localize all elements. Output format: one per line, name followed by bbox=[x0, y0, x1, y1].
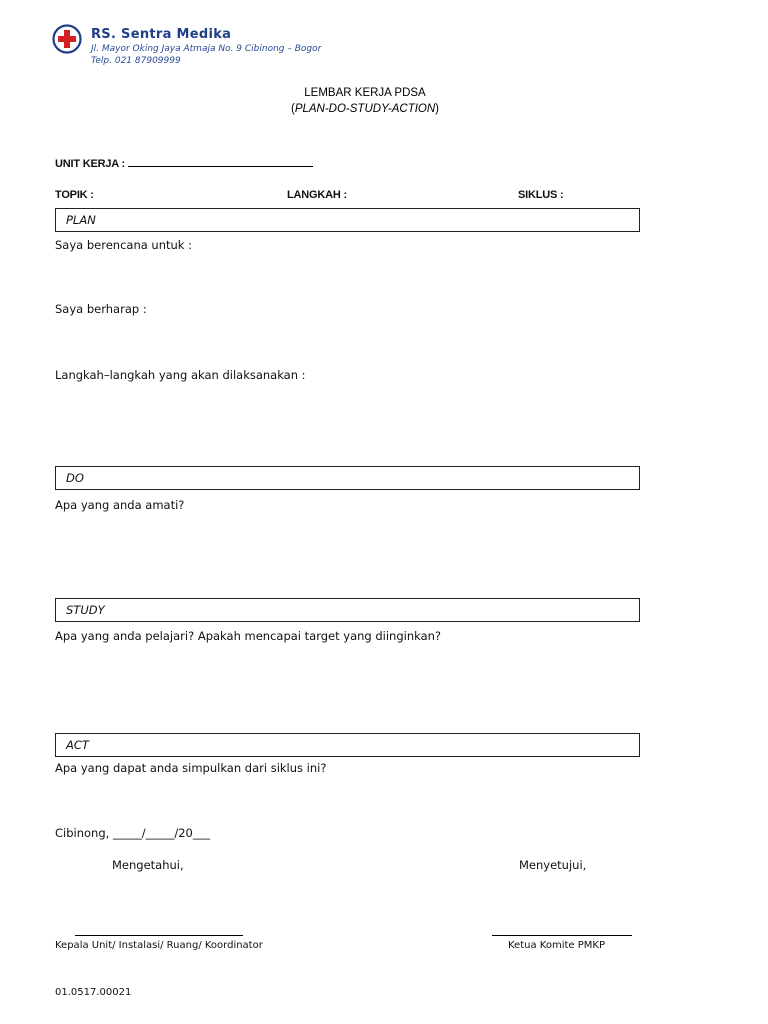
unit-kerja-label: UNIT KERJA : bbox=[55, 158, 125, 170]
signature-right-role: Menyetujui, bbox=[519, 858, 587, 872]
siklus-label: SIKLUS : bbox=[518, 189, 564, 201]
study-section-header: STUDY bbox=[55, 598, 640, 622]
form-subtitle: (PLAN-DO-STUDY-ACTION) bbox=[290, 103, 440, 115]
topik-label: TOPIK : bbox=[55, 189, 94, 201]
plan-prompt-expect: Saya berharap : bbox=[55, 302, 147, 316]
signature-left-line[interactable] bbox=[75, 935, 243, 936]
signature-left-role: Mengetahui, bbox=[112, 858, 184, 872]
plan-section-header: PLAN bbox=[55, 208, 640, 232]
date-line: Cibinong, _____/_____/20___ bbox=[55, 826, 211, 840]
plan-prompt-steps: Langkah–langkah yang akan dilaksanakan : bbox=[55, 368, 306, 382]
study-prompt-learn: Apa yang anda pelajari? Apakah mencapai target yang diinginkan? bbox=[55, 629, 442, 643]
act-prompt-conclude: Apa yang dapat anda simpulkan dari siklus ini? bbox=[55, 761, 327, 775]
unit-kerja-field bbox=[55, 157, 313, 170]
hospital-phone: Telp. 021 87909999 bbox=[91, 56, 181, 66]
signature-left-caption: Kepala Unit/ Instalasi/ Ruang/ Koordinator bbox=[55, 940, 263, 951]
hospital-address: Jl. Mayor Oking Jaya Atmaja No. 9 Cibinong – Bogor bbox=[91, 44, 322, 54]
document-number: 01.0517.00021 bbox=[55, 987, 132, 998]
signature-right-line[interactable] bbox=[492, 935, 632, 936]
plan-prompt-intend: Saya berencana untuk : bbox=[55, 238, 192, 252]
signature-right-caption: Ketua Komite PMKP bbox=[508, 940, 605, 951]
do-section-header: DO bbox=[55, 466, 640, 490]
langkah-label: LANGKAH : bbox=[287, 189, 347, 201]
act-section-header: ACT bbox=[55, 733, 640, 757]
form-title: LEMBAR KERJA PDSA bbox=[304, 87, 426, 99]
red-cross-logo-icon bbox=[52, 24, 82, 54]
unit-kerja-blank[interactable] bbox=[128, 157, 313, 167]
do-prompt-observe: Apa yang anda amati? bbox=[55, 498, 185, 512]
hospital-name: RS. Sentra Medika bbox=[91, 27, 232, 42]
